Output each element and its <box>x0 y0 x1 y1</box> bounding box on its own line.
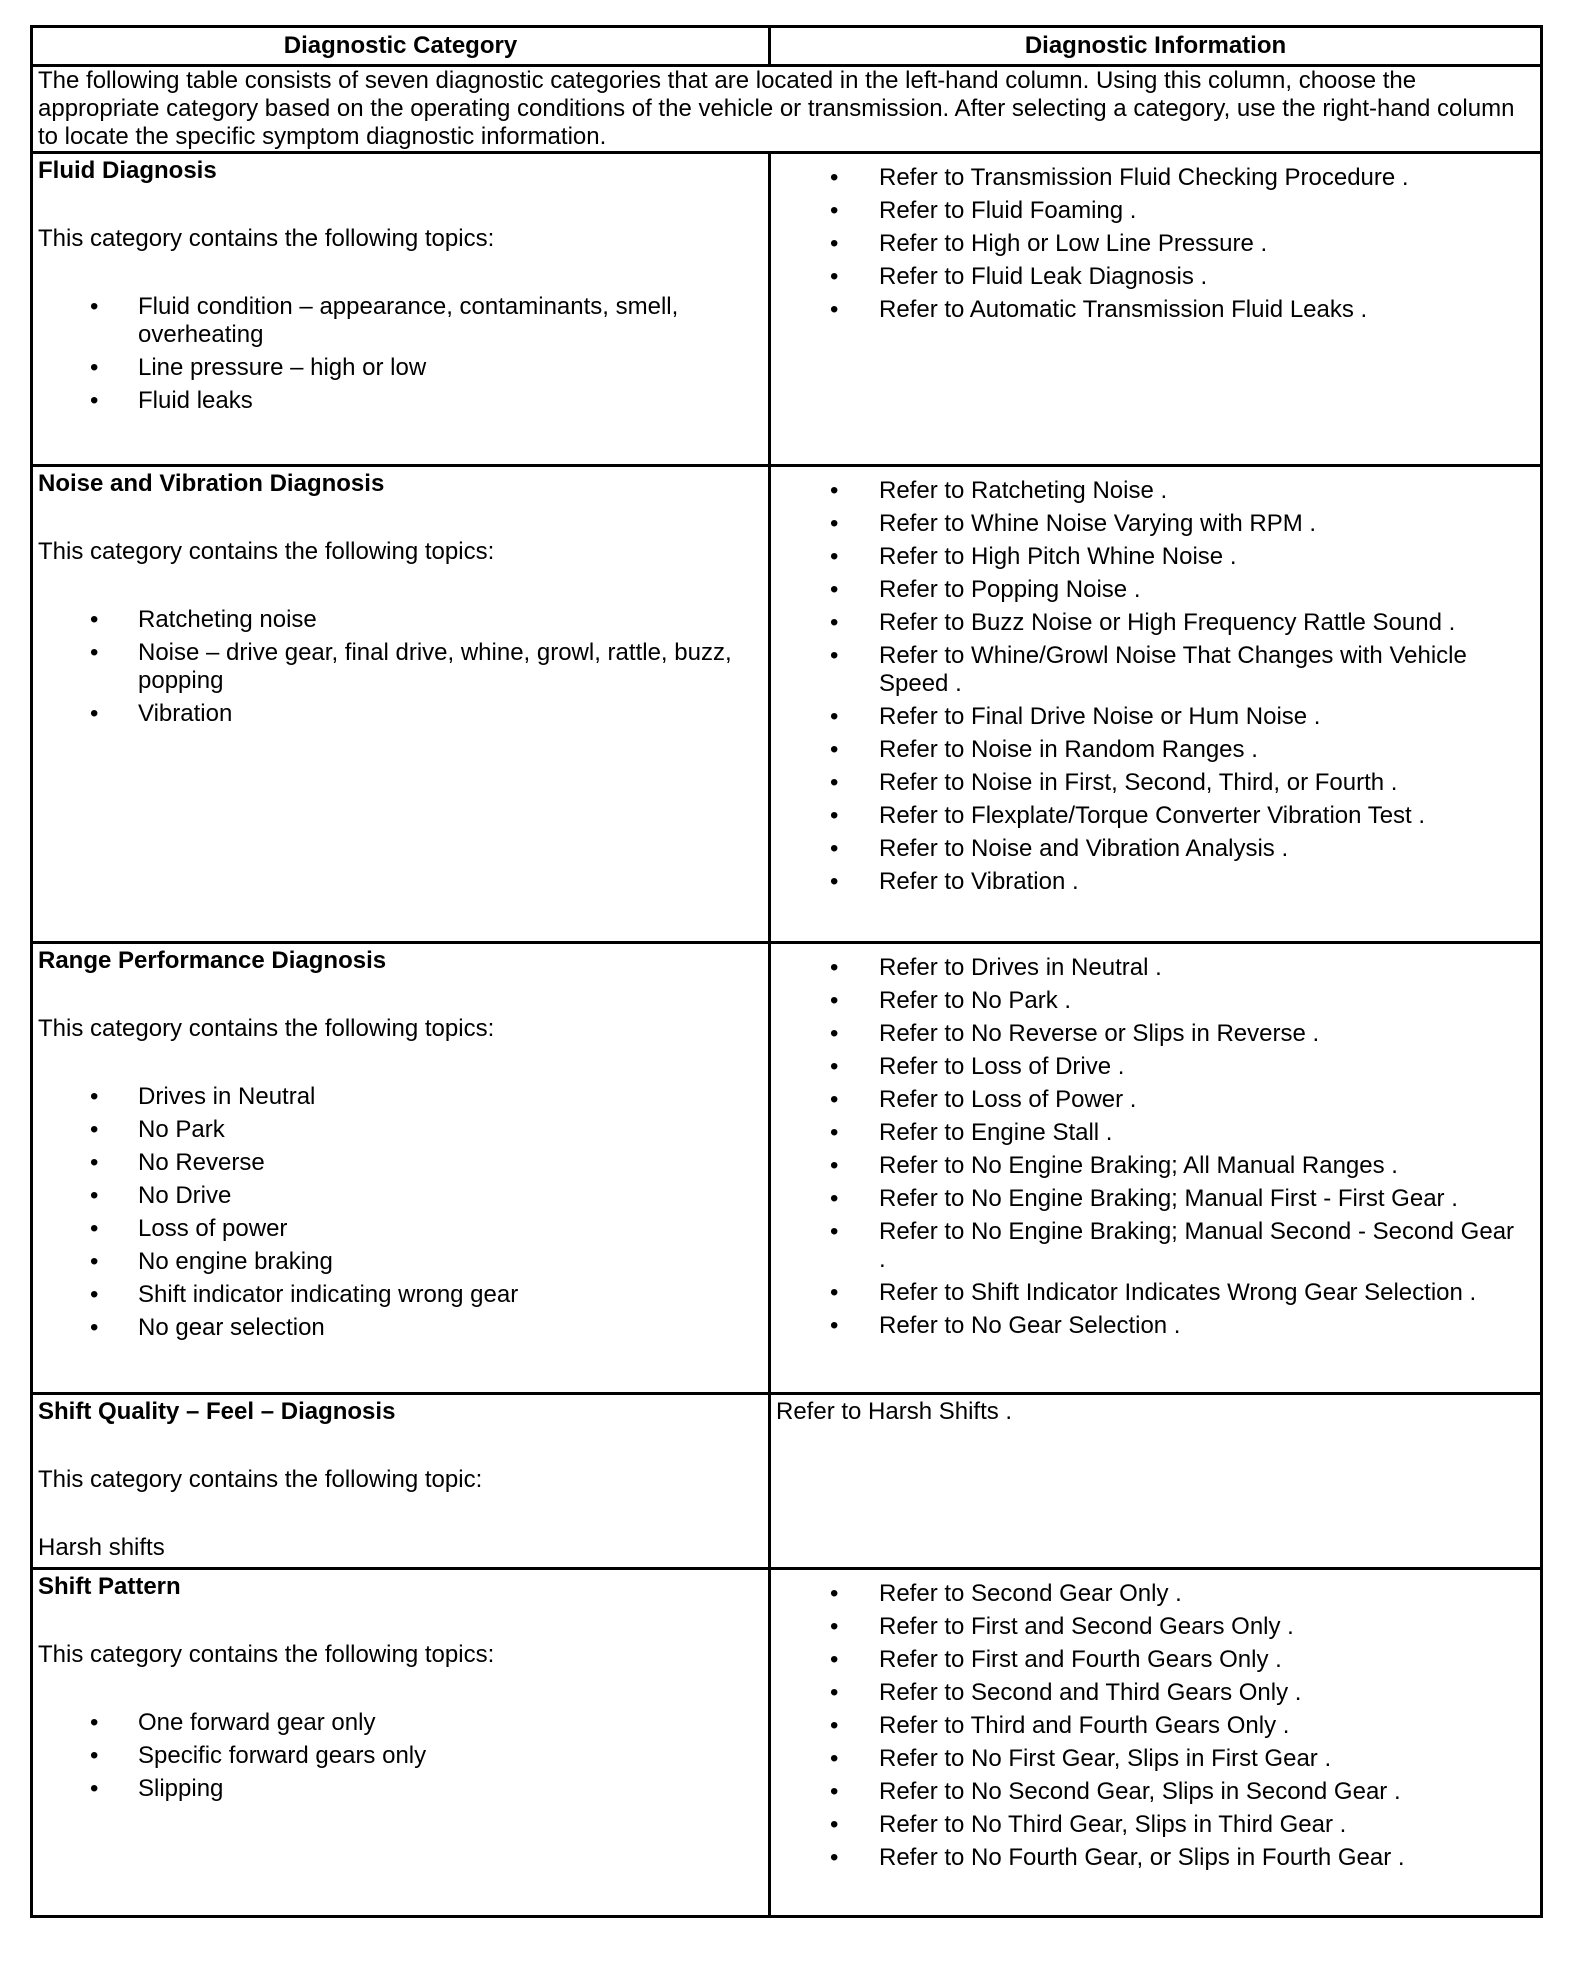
reference-list <box>776 477 1540 896</box>
bullet-icon: • <box>830 1580 839 1607</box>
category-intro: This category contains the following topics: <box>38 225 495 252</box>
reference-item <box>776 769 1540 797</box>
topic-item <box>38 1149 768 1177</box>
topic-item <box>38 606 768 634</box>
topic-item <box>38 1215 768 1243</box>
reference-text: Refer to Loss of Drive . <box>879 1053 1125 1080</box>
bullet-icon: • <box>830 230 839 257</box>
reference-item <box>776 868 1540 896</box>
reference-text: Refer to Buzz Noise or High Frequency Rattle Sound . <box>879 609 1456 636</box>
reference-text: Refer to Whine Noise Varying with RPM . <box>879 510 1317 537</box>
bullet-icon: • <box>830 1811 839 1838</box>
category-row-noise <box>32 466 1542 943</box>
reference-item <box>776 736 1540 764</box>
reference-text: Refer to No Park . <box>879 987 1072 1014</box>
topic-text: One forward gear only <box>138 1709 376 1736</box>
category-cell-fluid <box>32 153 770 466</box>
category-cell-noise <box>32 466 770 943</box>
reference-text: Refer to Flexplate/Torque Converter Vibration Test . <box>879 802 1426 829</box>
topic-list <box>38 606 768 728</box>
topic-item <box>38 293 768 349</box>
bullet-icon: • <box>90 354 99 381</box>
reference-text: Refer to First and Second Gears Only . <box>879 1613 1294 1640</box>
bullet-icon: • <box>830 1844 839 1871</box>
topic-list <box>38 1709 768 1803</box>
bullet-icon: • <box>830 954 839 981</box>
reference-item <box>776 835 1540 863</box>
bullet-icon: • <box>90 1775 99 1802</box>
header-row <box>32 27 1542 66</box>
bullet-icon: • <box>830 1053 839 1080</box>
bullet-icon: • <box>90 1182 99 1209</box>
topic-text: Slipping <box>138 1775 224 1802</box>
bullet-icon: • <box>830 1745 839 1772</box>
reference-text: Refer to No Third Gear, Slips in Third Gear . <box>879 1811 1347 1838</box>
reference-item <box>776 1119 1540 1147</box>
bullet-icon: • <box>90 1742 99 1769</box>
bullet-icon: • <box>830 1119 839 1146</box>
reference-text: Refer to No Second Gear, Slips in Second Gear . <box>879 1778 1401 1805</box>
reference-item <box>776 1312 1540 1340</box>
reference-text: Refer to No Fourth Gear, or Slips in Fourth Gear . <box>879 1844 1405 1871</box>
reference-text: Refer to First and Fourth Gears Only . <box>879 1646 1282 1673</box>
category-intro: This category contains the following topics: <box>38 538 495 565</box>
info-cell-noise <box>770 466 1542 943</box>
reference-item <box>776 296 1540 324</box>
category-cell-shift-pattern <box>32 1569 770 1917</box>
reference-item <box>776 197 1540 225</box>
category-row-range <box>32 943 1542 1394</box>
reference-text: Refer to Noise and Vibration Analysis . <box>879 835 1289 862</box>
category-cell-range <box>32 943 770 1394</box>
bullet-icon: • <box>830 543 839 570</box>
reference-item <box>776 954 1540 982</box>
reference-list <box>776 954 1540 1340</box>
topic-text: Line pressure – high or low <box>138 354 427 381</box>
reference-text: Refer to Noise in First, Second, Third, or Fourth . <box>879 769 1398 796</box>
reference-item <box>776 1218 1540 1274</box>
bullet-icon: • <box>830 164 839 191</box>
reference-item <box>776 230 1540 258</box>
bullet-icon: • <box>90 387 99 414</box>
reference-item <box>776 510 1540 538</box>
reference-item <box>776 987 1540 1015</box>
bullet-icon: • <box>830 642 839 669</box>
topic-text: Shift indicator indicating wrong gear <box>138 1281 519 1308</box>
bullet-icon: • <box>830 1679 839 1706</box>
bullet-icon: • <box>830 835 839 862</box>
reference-item <box>776 477 1540 505</box>
bullet-icon: • <box>90 1116 99 1143</box>
topic-item <box>38 700 768 728</box>
topic-item <box>38 1281 768 1309</box>
topic-text: Loss of power <box>138 1215 288 1242</box>
topic-plain: Harsh shifts <box>38 1534 165 1561</box>
topic-item <box>38 1709 768 1737</box>
topic-item <box>38 1775 768 1803</box>
reference-text: Refer to Second Gear Only . <box>879 1580 1182 1607</box>
bullet-icon: • <box>830 576 839 603</box>
reference-text: Refer to Fluid Leak Diagnosis . <box>879 263 1208 290</box>
reference-text: Refer to Ratcheting Noise . <box>879 477 1168 504</box>
bullet-icon: • <box>830 609 839 636</box>
topic-text: Specific forward gears only <box>138 1742 427 1769</box>
topic-list <box>38 293 768 415</box>
reference-list <box>776 164 1540 324</box>
bullet-icon: • <box>830 1152 839 1179</box>
bullet-icon: • <box>830 296 839 323</box>
bullet-icon: • <box>90 293 99 320</box>
bullet-icon: • <box>90 1281 99 1308</box>
reference-text: Refer to No Reverse or Slips in Reverse . <box>879 1020 1320 1047</box>
reference-item <box>776 1745 1540 1773</box>
reference-item <box>776 576 1540 604</box>
topic-text: No Reverse <box>138 1149 265 1176</box>
reference-text: Refer to Transmission Fluid Checking Procedure . <box>879 164 1409 191</box>
bullet-icon: • <box>90 1215 99 1242</box>
topic-text: Fluid leaks <box>138 387 253 414</box>
bullet-icon: • <box>830 1185 839 1212</box>
reference-text: Refer to Automatic Transmission Fluid Leaks . <box>879 296 1368 323</box>
reference-text: Refer to No Engine Braking; Manual Second - Second Gear . <box>879 1218 1515 1273</box>
topic-text: Drives in Neutral <box>138 1083 316 1110</box>
reference-item <box>776 642 1540 698</box>
reference-item <box>776 1152 1540 1180</box>
topic-text: Fluid condition – appearance, contaminants, smell, overheating <box>138 293 679 348</box>
info-cell-shift-quality <box>770 1394 1542 1569</box>
topic-item <box>38 1182 768 1210</box>
bullet-icon: • <box>90 700 99 727</box>
bullet-icon: • <box>830 802 839 829</box>
bullet-icon: • <box>90 1248 99 1275</box>
bullet-icon: • <box>90 1149 99 1176</box>
topic-item <box>38 1742 768 1770</box>
reference-text: Refer to Second and Third Gears Only . <box>879 1679 1302 1706</box>
reference-text: Refer to Fluid Foaming . <box>879 197 1137 224</box>
topic-text: No gear selection <box>138 1314 325 1341</box>
bullet-icon: • <box>830 263 839 290</box>
reference-text: Refer to Drives in Neutral . <box>879 954 1162 981</box>
bullet-icon: • <box>830 987 839 1014</box>
category-row-shift-quality <box>32 1394 1542 1569</box>
reference-item <box>776 1580 1540 1608</box>
reference-text: Refer to Vibration . <box>879 868 1079 895</box>
topic-item <box>38 354 768 382</box>
info-cell-shift-pattern <box>770 1569 1542 1917</box>
reference-item <box>776 1279 1540 1307</box>
reference-item <box>776 543 1540 571</box>
topic-item <box>38 1248 768 1276</box>
reference-text: Refer to Engine Stall . <box>879 1119 1113 1146</box>
reference-text: Refer to Loss of Power . <box>879 1086 1137 1113</box>
bullet-icon: • <box>830 1778 839 1805</box>
topic-text: Vibration <box>138 700 233 727</box>
bullet-icon: • <box>830 1712 839 1739</box>
bullet-icon: • <box>830 1646 839 1673</box>
bullet-icon: • <box>830 1086 839 1113</box>
category-title: Shift Pattern <box>38 1573 181 1600</box>
intro-text: The following table consists of seven diagnostic categories that are located in the left-hand column. Using this column, choose the appropriate category based on the operating conditions of the vehicle or transmission. After selecting a category, use the right-hand column to locate the specific symptom diagnostic information. <box>32 66 1542 153</box>
bullet-icon: • <box>830 477 839 504</box>
reference-item <box>776 1712 1540 1740</box>
topic-text: No engine braking <box>138 1248 333 1275</box>
category-intro: This category contains the following topics: <box>38 1015 495 1042</box>
topic-text: No Drive <box>138 1182 232 1209</box>
reference-text: Refer to High or Low Line Pressure . <box>879 230 1268 257</box>
category-row-fluid <box>32 153 1542 466</box>
bullet-icon: • <box>90 1709 99 1736</box>
reference-item <box>776 1185 1540 1213</box>
bullet-icon: • <box>830 510 839 537</box>
bullet-icon: • <box>90 1083 99 1110</box>
reference-item <box>776 1613 1540 1641</box>
reference-item <box>776 1778 1540 1806</box>
reference-item <box>776 1811 1540 1839</box>
reference-text: Refer to No Engine Braking; Manual First - First Gear . <box>879 1185 1458 1212</box>
info-cell-fluid <box>770 153 1542 466</box>
reference-text: Refer to Noise in Random Ranges . <box>879 736 1258 763</box>
topic-text: Noise – drive gear, final drive, whine, growl, rattle, buzz, popping <box>138 639 732 694</box>
topic-text: Ratcheting noise <box>138 606 317 633</box>
bullet-icon: • <box>830 1020 839 1047</box>
topic-item <box>38 1083 768 1111</box>
reference-item <box>776 802 1540 830</box>
bullet-icon: • <box>830 197 839 224</box>
reference-text: Refer to Shift Indicator Indicates Wrong Gear Selection . <box>879 1279 1477 1306</box>
category-title: Range Performance Diagnosis <box>38 947 387 974</box>
bullet-icon: • <box>830 769 839 796</box>
header-diagnostic-category: Diagnostic Category <box>32 27 770 66</box>
reference-text: Refer to High Pitch Whine Noise . <box>879 543 1237 570</box>
category-title: Fluid Diagnosis <box>38 157 217 184</box>
reference-item <box>776 164 1540 192</box>
reference-text: Refer to No Engine Braking; All Manual Ranges . <box>879 1152 1398 1179</box>
bullet-icon: • <box>830 1613 839 1640</box>
reference-plain: Refer to Harsh Shifts . <box>776 1398 1013 1425</box>
category-intro: This category contains the following topics: <box>38 1641 495 1668</box>
reference-item <box>776 1646 1540 1674</box>
bullet-icon: • <box>830 736 839 763</box>
category-title: Noise and Vibration Diagnosis <box>38 470 385 497</box>
bullet-icon: • <box>90 639 99 666</box>
reference-text: Refer to No Gear Selection . <box>879 1312 1181 1339</box>
category-cell-shift-quality <box>32 1394 770 1569</box>
reference-item <box>776 1053 1540 1081</box>
reference-text: Refer to No First Gear, Slips in First Gear . <box>879 1745 1332 1772</box>
topic-text: No Park <box>138 1116 225 1143</box>
bullet-icon: • <box>830 1312 839 1339</box>
bullet-icon: • <box>90 1314 99 1341</box>
header-diagnostic-information: Diagnostic Information <box>770 27 1542 66</box>
reference-item <box>776 1086 1540 1114</box>
reference-text: Refer to Final Drive Noise or Hum Noise . <box>879 703 1321 730</box>
bullet-icon: • <box>830 703 839 730</box>
reference-text: Refer to Third and Fourth Gears Only . <box>879 1712 1290 1739</box>
document-page <box>30 25 1543 1918</box>
bullet-icon: • <box>830 1279 839 1306</box>
diagnostic-table <box>30 25 1543 1918</box>
topic-item <box>38 639 768 695</box>
reference-text: Refer to Popping Noise . <box>879 576 1141 603</box>
reference-item <box>776 1844 1540 1872</box>
reference-text: Refer to Whine/Growl Noise That Changes with Vehicle Speed . <box>879 642 1467 697</box>
reference-list <box>776 1580 1540 1872</box>
intro-row <box>32 66 1542 153</box>
category-title: Shift Quality – Feel – Diagnosis <box>38 1398 396 1425</box>
topic-item <box>38 1314 768 1342</box>
reference-item <box>776 263 1540 291</box>
topic-list <box>38 1083 768 1342</box>
category-intro: This category contains the following topic: <box>38 1466 483 1493</box>
info-cell-range <box>770 943 1542 1394</box>
bullet-icon: • <box>830 868 839 895</box>
reference-item <box>776 1679 1540 1707</box>
reference-item <box>776 703 1540 731</box>
reference-item <box>776 1020 1540 1048</box>
topic-item <box>38 1116 768 1144</box>
bullet-icon: • <box>830 1218 839 1245</box>
reference-item <box>776 609 1540 637</box>
category-row-shift-pattern <box>32 1569 1542 1917</box>
topic-item <box>38 387 768 415</box>
bullet-icon: • <box>90 606 99 633</box>
